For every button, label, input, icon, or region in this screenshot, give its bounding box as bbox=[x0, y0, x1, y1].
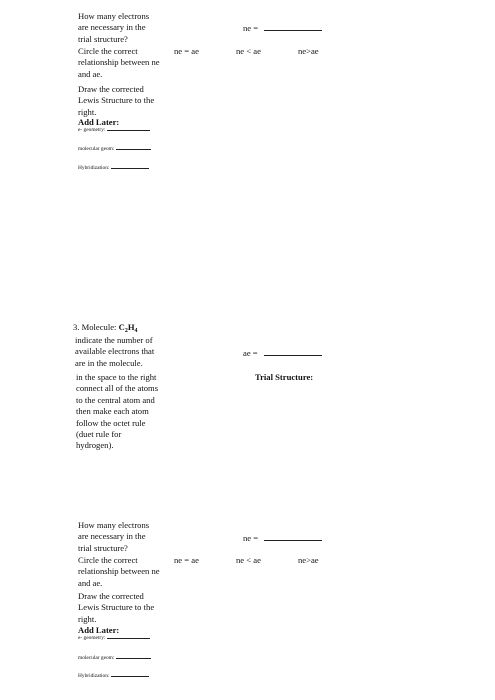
ae-answer: ae = bbox=[243, 348, 322, 359]
e-geometry-blank[interactable] bbox=[107, 638, 150, 639]
molecular-geom-field: molecular geom: bbox=[78, 655, 151, 662]
molecule-heading: 3. Molecule: $C_2H_4$ bbox=[73, 322, 138, 334]
option-ne-equals-ae[interactable]: ne = ae bbox=[174, 555, 199, 565]
option-ne-less-than-ae[interactable]: ne < ae bbox=[236, 46, 261, 56]
draw-corrected-instruction: Draw the corrected Lewis Structure to the right. bbox=[78, 84, 155, 117]
molecular-geom-blank[interactable] bbox=[116, 658, 151, 659]
ne-blank-line[interactable] bbox=[264, 30, 322, 31]
draw-corrected-instruction: Draw the corrected Lewis Structure to the right. bbox=[78, 591, 155, 624]
circle-relationship-instruction: Circle the correct relationship between ne and ae. bbox=[78, 46, 160, 79]
ne-answer: ne = bbox=[243, 23, 322, 34]
connect-atoms-instruction: in the space to the right connect all of the atoms to the central atom and then make each atom follow the octet rule (duet rule for hydrogen). bbox=[76, 372, 159, 451]
hybridization-blank[interactable] bbox=[111, 168, 149, 169]
ne-blank-line[interactable] bbox=[264, 540, 322, 541]
add-later-heading: Add Later: bbox=[78, 117, 120, 127]
necessary-electrons-question: How many electrons are necessary in the trial structure? bbox=[78, 11, 150, 44]
add-later-heading: Add Later: bbox=[78, 625, 120, 635]
molecule-formula: $C_2H_4$ bbox=[118, 322, 138, 334]
e-geometry-field: e- geometry: bbox=[78, 127, 150, 134]
option-ne-greater-than-ae[interactable]: ne>ae bbox=[298, 46, 319, 56]
circle-relationship-instruction: Circle the correct relationship between ne and ae. bbox=[78, 555, 160, 588]
e-geometry-blank[interactable] bbox=[107, 130, 150, 131]
hybridization-field: Hybridization: bbox=[78, 165, 149, 172]
ae-blank-line[interactable] bbox=[264, 355, 322, 356]
ne-answer: ne = bbox=[243, 533, 322, 544]
molecular-geom-field: molecular geom: bbox=[78, 146, 151, 153]
hybridization-blank[interactable] bbox=[111, 676, 149, 677]
necessary-electrons-question: How many electrons are necessary in the trial structure? bbox=[78, 520, 150, 553]
option-ne-equals-ae[interactable]: ne = ae bbox=[174, 46, 199, 56]
hybridization-field: Hybridization: bbox=[78, 673, 149, 680]
option-ne-less-than-ae[interactable]: ne < ae bbox=[236, 555, 261, 565]
option-ne-greater-than-ae[interactable]: ne>ae bbox=[298, 555, 319, 565]
molecular-geom-blank[interactable] bbox=[116, 149, 151, 150]
e-geometry-field: e- geometry: bbox=[78, 635, 150, 642]
available-electrons-instruction: indicate the number of available electrons that are in the molecule. bbox=[75, 335, 155, 368]
trial-structure-label: Trial Structure: bbox=[255, 372, 314, 382]
